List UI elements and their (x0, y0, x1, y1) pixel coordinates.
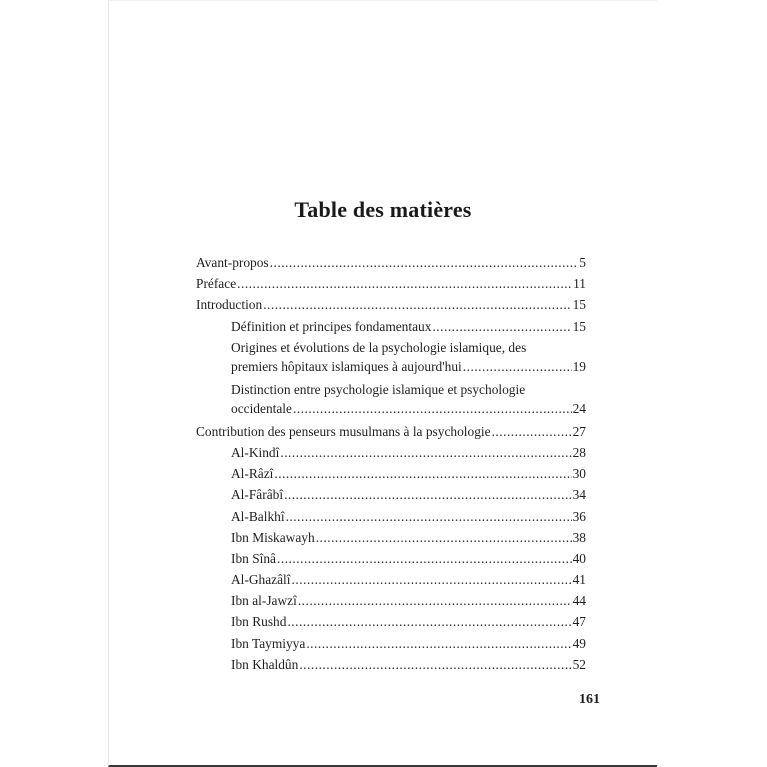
toc-entry-introduction: Introduction ..... 15 (196, 294, 586, 315)
toc-entry-al-kindi: Al-Kindî ..... 28 (196, 442, 586, 463)
table-of-contents (196, 252, 586, 675)
dot-leader (293, 399, 572, 418)
toc-entry-ibn-taymiyya: Ibn Taymiyya ..... 49 (196, 633, 586, 654)
page-number: 161 (579, 692, 600, 707)
toc-entry-preface: Préface ..... 11 (196, 273, 586, 294)
book-page (108, 0, 657, 767)
dot-leader (299, 654, 571, 675)
dot-leader (274, 463, 571, 484)
dot-leader (237, 273, 572, 294)
toc-entry-al-razi: Al-Râzî ..... 30 (196, 463, 586, 484)
toc-entry-ibn-khaldun: Ibn Khaldûn ..... 52 (196, 654, 586, 675)
toc-entry-ibn-rushd: Ibn Rushd ..... 47 (196, 611, 586, 632)
dot-leader (287, 611, 571, 632)
toc-entry-ibn-al-jawzi: Ibn al-Jawzî ..... 44 (196, 590, 586, 611)
dot-leader (277, 548, 572, 569)
toc-entry-origines: Origines et évolutions de la psychologie islamique, des premiers hôpitaux islamiques à aujourd'hui ..... 19 (196, 337, 586, 379)
toc-entry-distinction: Distinction entre psychologie islamique et psychologie occidentale ..... 24 (196, 379, 586, 421)
dot-leader (316, 527, 572, 548)
dot-leader (263, 294, 571, 315)
dot-leader (306, 633, 571, 654)
toc-entry-ibn-sina: Ibn Sînâ ..... 40 (196, 548, 586, 569)
toc-entry-al-farabi: Al-Fârâbî ..... 34 (196, 484, 586, 505)
toc-entry-contribution: Contribution des penseurs musulmans à la psychologie ..... 27 (196, 421, 586, 442)
toc-entry-avant-propos: Avant-propos ..... 5 (196, 252, 586, 273)
dot-leader (463, 357, 572, 376)
dot-leader (432, 316, 571, 337)
dot-leader (270, 252, 579, 273)
dot-leader (286, 506, 572, 527)
page-title: Table des matières (294, 197, 472, 222)
dot-leader (292, 569, 572, 590)
toc-entry-definition: Définition et principes fondamentaux ..... 15 (196, 316, 586, 337)
dot-leader (492, 421, 572, 442)
toc-entry-ibn-miskawayh: Ibn Miskawayh ..... 38 (196, 527, 586, 548)
dot-leader (280, 442, 571, 463)
toc-entry-al-balkhi: Al-Balkhî ..... 36 (196, 506, 586, 527)
dot-leader (298, 590, 572, 611)
dot-leader (284, 484, 572, 505)
toc-entry-al-ghazali: Al-Ghazâlî ..... 41 (196, 569, 586, 590)
